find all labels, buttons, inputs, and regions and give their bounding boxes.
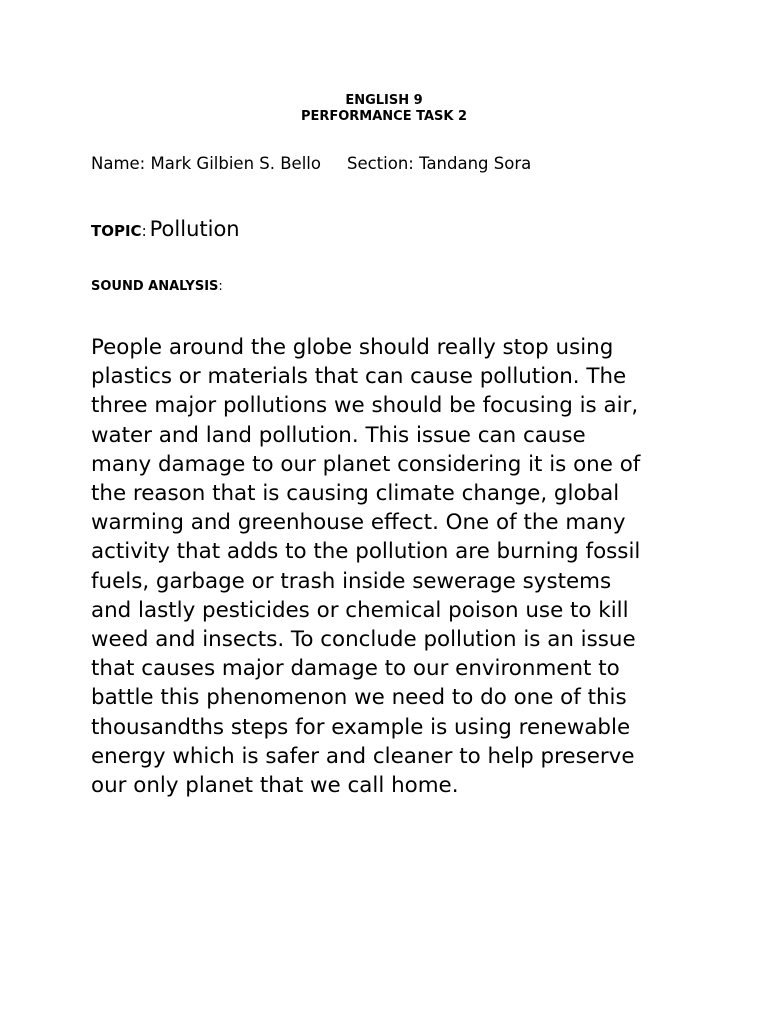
sound-analysis-label: SOUND ANALYSIS xyxy=(91,279,219,294)
paragraph-line: many damage to our planet considering it is one of xyxy=(91,451,641,477)
topic-value: Pollution xyxy=(149,217,240,241)
paragraph-line: our only planet that we call home. xyxy=(91,773,459,799)
paragraph-line: the reason that is causing climate change, global xyxy=(91,481,620,507)
paragraph-line: fuels, garbage or trash inside sewerage systems xyxy=(91,568,612,594)
paragraph-line: weed and insects. To conclude pollution is an issue xyxy=(91,627,636,653)
document-header xyxy=(0,93,768,125)
paragraph-line: that causes major damage to our environment to xyxy=(91,656,620,682)
topic-label: TOPIC xyxy=(91,222,142,240)
sound-analysis-heading xyxy=(91,279,223,295)
paragraph-line: energy which is safer and cleaner to help preserve xyxy=(91,743,635,769)
task-title: PERFORMANCE TASK 2 xyxy=(300,109,468,124)
sound-analysis-colon: : xyxy=(218,279,223,294)
paragraph-line: plastics or materials that can cause pollution. The xyxy=(91,364,627,390)
paragraph-line: People around the globe should really stop using xyxy=(91,335,614,360)
topic-colon: : xyxy=(141,222,147,240)
course-title: ENGLISH 9 xyxy=(345,93,423,108)
paragraph-line: warming and greenhouse effect. One of the many xyxy=(91,510,626,536)
student-section: Section: Tandang Sora xyxy=(346,154,532,173)
student-name: Name: Mark Gilbien S. Bello xyxy=(91,154,321,173)
student-info-row xyxy=(91,154,531,174)
paragraph-line: and lastly pesticides or chemical poison use to kill xyxy=(91,597,629,623)
topic-row xyxy=(91,216,240,244)
paragraph-line: water and land pollution. This issue can cause xyxy=(91,422,586,448)
paragraph-line: battle this phenomenon we need to do one of this xyxy=(91,685,627,711)
paragraph-line: activity that adds to the pollution are burning fossil xyxy=(91,539,641,565)
paragraph-line: thousandths steps for example is using renewable xyxy=(91,714,631,740)
paragraph-line: three major pollutions we should be focusing is air, xyxy=(91,393,639,419)
analysis-paragraph xyxy=(91,333,691,800)
